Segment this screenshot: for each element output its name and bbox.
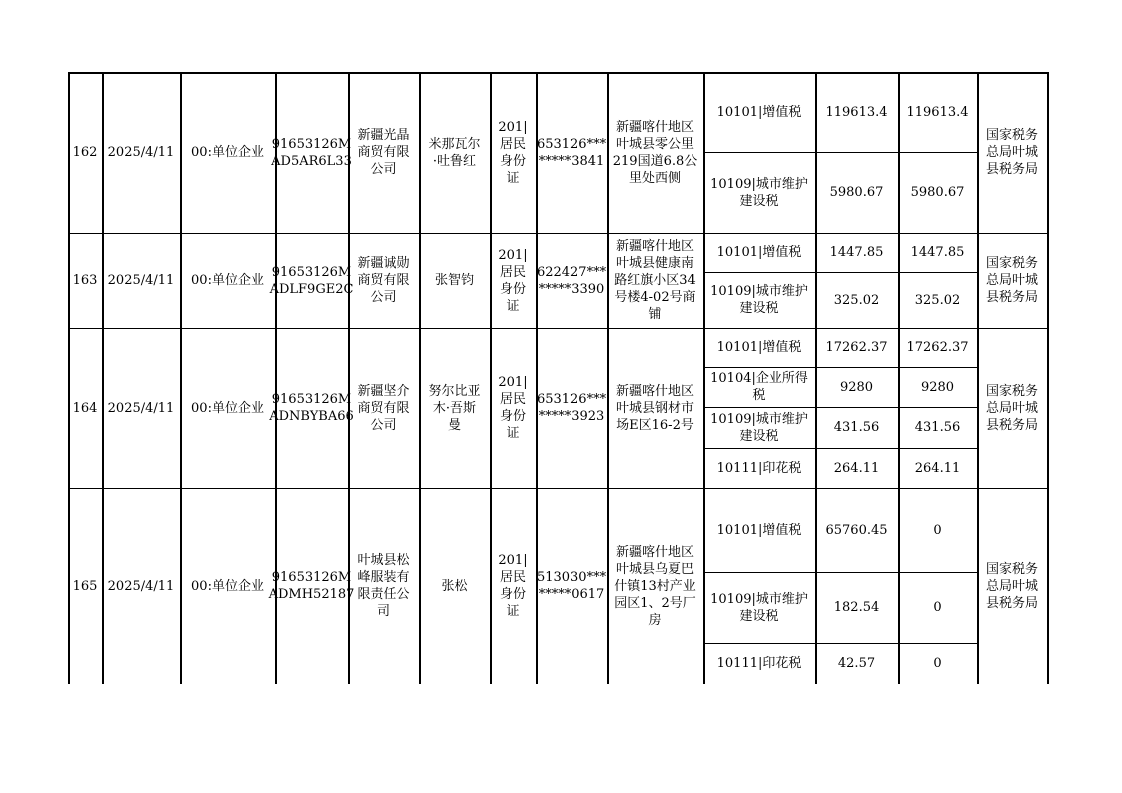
id-number-cell-line: *****3390 (538, 281, 605, 297)
taxpayer-type-cell (180, 328, 275, 488)
balance-amount-cell (898, 152, 977, 233)
tax-item-cell (703, 328, 815, 367)
tax-item-cell (703, 72, 815, 152)
tax-item-cell-line: 建设税 (739, 608, 779, 624)
id-number-cell (536, 328, 607, 488)
tax-authority-cell-line: 总局叶城 (985, 145, 1038, 160)
legal-rep-cell-line: ·吐鲁红 (432, 153, 477, 169)
company-name-cell (348, 328, 419, 488)
legal-rep-cell (419, 488, 490, 684)
tax-item-cell-line: 10111|印花税 (716, 656, 802, 671)
owed-amount-cell-line: 65760.45 (825, 522, 888, 538)
tax-authority-cell-line: 国家税务 (985, 383, 1038, 399)
id-type-cell-line: 身份 (499, 153, 526, 169)
company-name-cell (348, 233, 419, 328)
seq-cell-line: 162 (72, 145, 98, 160)
legal-rep-cell-line: 木·吾斯 (432, 400, 477, 416)
owed-amount-cell (815, 488, 898, 572)
balance-amount-cell (898, 233, 977, 272)
tax-item-cell (703, 448, 815, 488)
date-cell-line: 2025/4/11 (107, 145, 175, 160)
tax-item-cell-line: 建设税 (739, 428, 779, 444)
credit-code-cell-line: AD5AR6L33 (271, 153, 352, 169)
credit-code-cell-line: ADLF9GE2C (269, 281, 354, 297)
tax-authority-cell-line: 总局叶城 (985, 400, 1038, 416)
tax-authority-cell-line: 国家税务 (985, 128, 1038, 143)
owed-amount-cell (815, 72, 898, 152)
address-cell-line: 新疆喀什地区 (615, 544, 694, 560)
tax-authority-cell (977, 488, 1047, 684)
address-cell-line: 叶城县健康南 (615, 256, 694, 271)
balance-amount-cell-line: 9280 (920, 379, 955, 395)
legal-rep-cell (419, 72, 490, 233)
tax-item-cell-line: 10109|城市维护 (710, 284, 808, 299)
owed-amount-cell (815, 152, 898, 233)
tax-item-cell-line: 10101|增值税 (716, 522, 802, 538)
seq-cell-line: 163 (72, 273, 98, 288)
taxpayer-type-cell-line: 00:单位企业 (191, 145, 264, 160)
company-name-cell-line: 公司 (370, 290, 397, 305)
tax-item-cell (703, 272, 815, 328)
owed-amount-cell-line: 42.57 (837, 656, 876, 671)
id-number-cell-line: 513030*** (536, 570, 607, 585)
legal-rep-cell-line: 曼 (447, 417, 461, 433)
company-name-cell-line: 司 (376, 604, 390, 619)
tax-authority-cell-line: 县税务局 (985, 417, 1038, 433)
id-type-cell-line: 201| (498, 553, 528, 568)
column-rule (1047, 72, 1049, 684)
balance-amount-cell-line: 264.11 (914, 460, 961, 476)
balance-amount-cell-line: 0 (933, 600, 942, 615)
tax-item-cell-line: 税 (752, 388, 766, 403)
owed-amount-cell-line: 264.11 (833, 460, 880, 476)
owed-amount-cell (815, 272, 898, 328)
id-number-cell (536, 72, 607, 233)
tax-item-cell-line: 10101|增值税 (716, 104, 802, 120)
tax-authority-cell (977, 72, 1047, 233)
owed-amount-cell-line: 9280 (839, 379, 874, 395)
tax-authority-cell (977, 233, 1047, 328)
balance-amount-cell-line: 431.56 (914, 420, 961, 435)
address-cell (607, 72, 703, 233)
tax-item-cell-line: 10101|增值税 (716, 340, 802, 355)
company-name-cell-line: 公司 (370, 417, 397, 433)
id-type-cell-line: 证 (506, 298, 520, 314)
balance-amount-cell (898, 643, 977, 684)
address-cell-line: 新疆喀什地区 (615, 239, 694, 254)
seq-cell-line: 165 (72, 578, 98, 594)
address-cell-line: 场E区16-2号 (616, 417, 694, 433)
owed-amount-cell-line: 431.56 (833, 420, 880, 435)
owed-amount-cell-line: 325.02 (833, 292, 880, 308)
owed-amount-cell (815, 367, 898, 407)
tax-item-cell (703, 572, 815, 643)
legal-rep-cell (419, 328, 490, 488)
legal-rep-cell-line: 张智钧 (434, 273, 474, 288)
id-type-cell-line: 201| (498, 375, 528, 390)
address-cell-line: 什镇13村产业 (614, 578, 696, 594)
id-number-cell-line: *****3923 (538, 409, 605, 424)
id-number-cell-line: 622427*** (536, 264, 607, 280)
tax-item-cell-line: 10111|印花税 (716, 460, 802, 476)
id-type-cell (490, 328, 536, 488)
tax-item-cell-line: 10109|城市维护 (710, 176, 808, 192)
address-cell-line: 叶城县钢材市 (615, 400, 694, 416)
tax-item-cell (703, 367, 815, 407)
balance-amount-cell (898, 572, 977, 643)
tax-authority-cell-line: 县税务局 (985, 595, 1038, 611)
id-type-cell-line: 证 (506, 170, 520, 186)
address-cell (607, 488, 703, 684)
date-cell (102, 72, 180, 233)
legal-rep-cell (419, 233, 490, 328)
id-type-cell-line: 居民 (499, 392, 526, 407)
credit-code-cell-line: 91653126M (271, 570, 352, 585)
company-name-cell-line: 新疆坚介 (357, 383, 410, 399)
id-number-cell-line: 653126*** (536, 136, 607, 152)
tax-authority-cell-line: 总局叶城 (985, 578, 1038, 594)
tax-item-cell-line: 10109|城市维护 (710, 591, 808, 607)
taxpayer-type-cell (180, 72, 275, 233)
id-type-cell (490, 72, 536, 233)
tax-authority-cell-line: 国家税务 (985, 561, 1038, 577)
owed-amount-cell (815, 328, 898, 367)
date-cell-line: 2025/4/11 (107, 400, 175, 416)
id-number-cell (536, 488, 607, 684)
id-number-cell-line: 653126*** (536, 392, 607, 407)
id-type-cell (490, 488, 536, 684)
id-type-cell-line: 居民 (499, 264, 526, 280)
company-name-cell-line: 峰服装有 (357, 570, 410, 585)
credit-code-cell-line: ADNBYBA66 (269, 409, 354, 424)
company-name-cell-line: 叶城县松 (357, 553, 410, 568)
id-number-cell (536, 233, 607, 328)
company-name-cell-line: 公司 (370, 162, 397, 177)
balance-amount-cell-line: 1447.85 (910, 245, 965, 260)
owed-amount-cell (815, 233, 898, 272)
address-cell-line: 新疆喀什地区 (615, 119, 694, 135)
credit-code-cell-line: 91653126M (271, 264, 352, 280)
taxpayer-type-cell-line: 00:单位企业 (191, 273, 264, 288)
tax-authority-cell-line: 县税务局 (985, 290, 1038, 305)
balance-amount-cell (898, 407, 977, 448)
credit-code-cell (271, 72, 352, 233)
address-cell-line: 219国道6.8公 (612, 153, 698, 169)
id-type-cell-line: 身份 (499, 409, 526, 424)
credit-code-cell (269, 233, 354, 328)
credit-code-cell-line: 91653126M (271, 392, 352, 407)
tax-item-cell-line: 10104|企业所得 (710, 371, 808, 386)
balance-amount-cell-line: 17262.37 (906, 340, 969, 355)
owed-amount-cell-line: 182.54 (833, 600, 880, 615)
legal-rep-cell-line: 张松 (441, 578, 468, 594)
address-cell-line: 里处西侧 (628, 170, 681, 186)
seq-cell (68, 233, 102, 328)
company-name-cell (348, 72, 419, 233)
owed-amount-cell-line: 119613.4 (825, 104, 888, 120)
tax-item-cell (703, 643, 815, 684)
tax-item-cell (703, 152, 815, 233)
address-cell-line: 路红旗小区34 (614, 273, 696, 288)
credit-code-cell-line: ADMH52187 (268, 587, 355, 602)
balance-amount-cell-line: 119613.4 (906, 104, 969, 120)
owed-amount-cell (815, 448, 898, 488)
address-cell-line: 铺 (648, 307, 662, 322)
date-cell-line: 2025/4/11 (107, 578, 175, 594)
id-number-cell-line: *****3841 (538, 153, 605, 169)
id-type-cell-line: 居民 (499, 136, 526, 152)
balance-amount-cell-line: 325.02 (914, 292, 961, 308)
address-cell-line: 叶城县乌夏巴 (615, 561, 694, 577)
seq-cell (68, 488, 102, 684)
owed-amount-cell-line: 17262.37 (825, 340, 888, 355)
taxpayer-type-cell (180, 233, 275, 328)
address-cell-line: 房 (648, 612, 662, 628)
credit-code-cell (269, 328, 354, 488)
tax-authority-cell-line: 县税务局 (985, 162, 1038, 177)
owed-amount-cell-line: 5980.67 (829, 185, 884, 200)
date-cell (102, 328, 180, 488)
tax-authority-cell-line: 国家税务 (985, 256, 1038, 271)
tax-item-cell-line: 建设税 (739, 301, 779, 316)
company-name-cell (348, 488, 419, 684)
company-name-cell-line: 商贸有限 (357, 400, 410, 416)
owed-amount-cell (815, 572, 898, 643)
owed-amount-cell-line: 1447.85 (829, 245, 884, 260)
company-name-cell-line: 商贸有限 (357, 145, 410, 160)
tax-item-cell-line: 10109|城市维护 (710, 411, 808, 427)
taxpayer-type-cell-line: 00:单位企业 (191, 578, 264, 594)
credit-code-cell-line: 91653126M (271, 136, 352, 152)
tax-authority-cell (977, 328, 1047, 488)
id-type-cell-line: 证 (506, 426, 520, 441)
id-number-cell-line: *****0617 (538, 587, 605, 602)
owed-amount-cell (815, 643, 898, 684)
id-type-cell (490, 233, 536, 328)
id-type-cell-line: 201| (498, 119, 528, 135)
id-type-cell-line: 证 (506, 604, 520, 619)
address-cell-line: 园区1、2号厂 (614, 595, 696, 611)
balance-amount-cell (898, 488, 977, 572)
date-cell (102, 233, 180, 328)
company-name-cell-line: 商贸有限 (357, 273, 410, 288)
address-cell (607, 233, 703, 328)
seq-cell (68, 72, 102, 233)
owed-amount-cell (815, 407, 898, 448)
balance-amount-cell (898, 448, 977, 488)
id-type-cell-line: 身份 (499, 281, 526, 297)
id-type-cell-line: 201| (498, 247, 528, 263)
id-type-cell-line: 身份 (499, 587, 526, 602)
tax-item-cell (703, 488, 815, 572)
address-cell-line: 叶城县零公里 (615, 136, 694, 152)
address-cell (607, 328, 703, 488)
id-type-cell-line: 居民 (499, 570, 526, 585)
legal-rep-cell-line: 努尔比亚 (428, 383, 481, 399)
company-name-cell-line: 限责任公 (357, 587, 410, 602)
taxpayer-type-cell (180, 488, 275, 684)
legal-rep-cell-line: 米那瓦尔 (428, 136, 481, 152)
date-cell (102, 488, 180, 684)
address-cell-line: 号楼4-02号商 (614, 290, 696, 305)
tax-item-cell (703, 407, 815, 448)
company-name-cell-line: 新疆诚勋 (357, 256, 410, 271)
balance-amount-cell (898, 272, 977, 328)
date-cell-line: 2025/4/11 (107, 273, 175, 288)
taxpayer-type-cell-line: 00:单位企业 (191, 400, 264, 416)
tax-item-cell-line: 建设税 (739, 193, 779, 209)
balance-amount-cell-line: 0 (933, 656, 942, 671)
balance-amount-cell (898, 72, 977, 152)
company-name-cell-line: 新疆光晶 (357, 128, 410, 143)
tax-item-cell-line: 10101|增值税 (716, 245, 802, 260)
address-cell-line: 新疆喀什地区 (615, 383, 694, 399)
balance-amount-cell-line: 0 (933, 522, 942, 538)
tax-item-cell (703, 233, 815, 272)
tax-authority-cell-line: 总局叶城 (985, 273, 1038, 288)
seq-cell-line: 164 (72, 400, 98, 416)
balance-amount-cell (898, 367, 977, 407)
seq-cell (68, 328, 102, 488)
balance-amount-cell (898, 328, 977, 367)
credit-code-cell (268, 488, 355, 684)
balance-amount-cell-line: 5980.67 (910, 185, 965, 200)
